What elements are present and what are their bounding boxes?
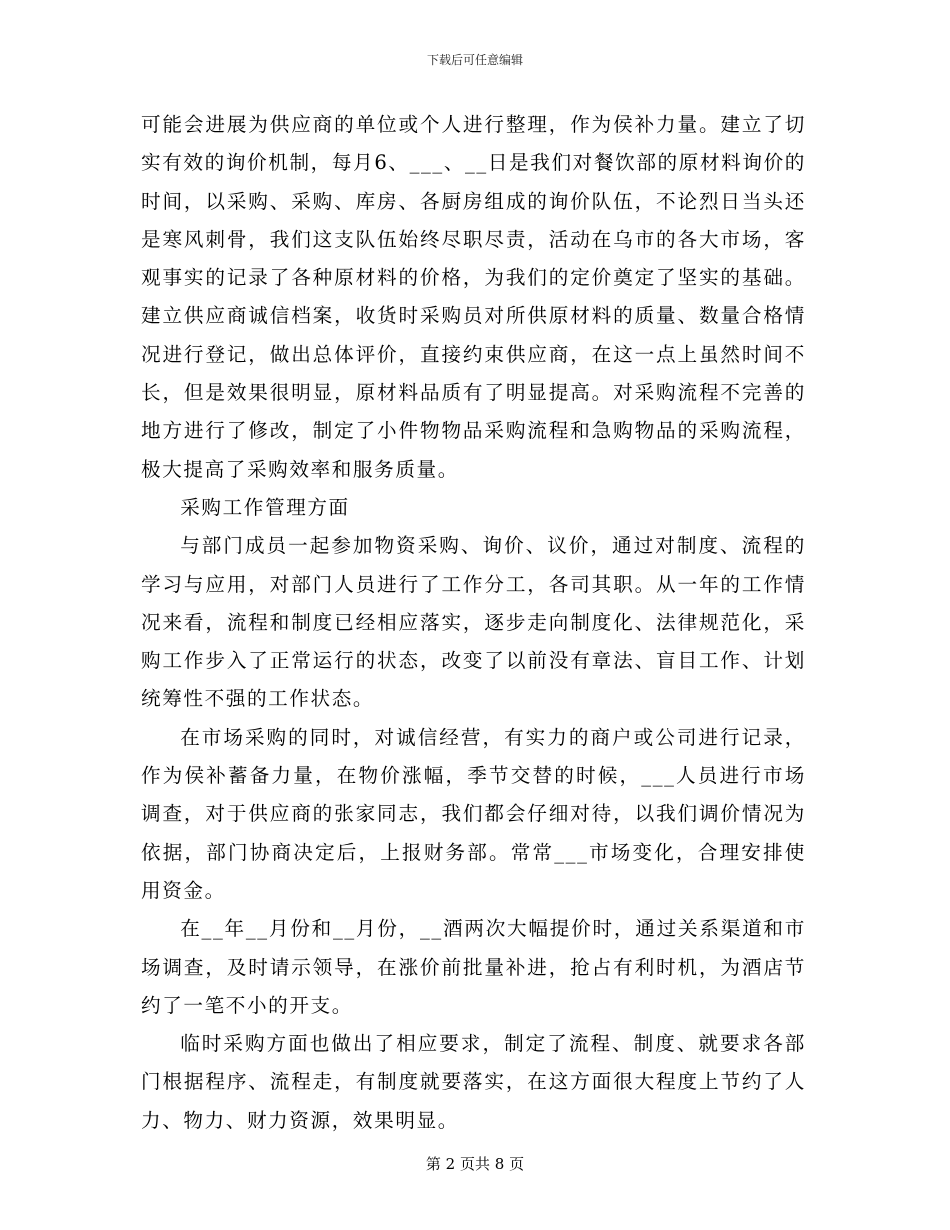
paragraph-4: 在市场采购的同时，对诚信经营，有实力的商户或公司进行记录，作为侯补蓄备力量，在物价涨幅，季节交替的时候，___人员进行市场调查，对于供应商的张家同志，我们都会仔细对待，以我们调价情况为依据，部门协商决定后，上报财务部。常常___市场变化，合理安排使用资金。 <box>141 725 806 902</box>
paragraph-6: 临时采购方面也做出了相应要求，制定了流程、制度、就要求各部门根据程序、流程走，有制度就要落实，在这方面很大程度上节约了人力、物力、财力资源，效果明显。 <box>141 1032 806 1132</box>
section-heading-procurement-management: 采购工作管理方面 <box>180 495 350 519</box>
page-footer: 第 2 页共 8 页 <box>425 1155 525 1173</box>
page-header: 下载后可任意编辑 <box>426 53 523 67</box>
paragraph-3: 与部门成员一起参加物资采购、询价、议价，通过对制度、流程的学习与应用，对部门人员进行了工作分工，各司其职。从一年的工作情况来看，流程和制度已经相应落实，逐步走向制度化、法律规范化，采购工作步入了正常运行的状态，改变了以前没有章法、盲目工作、计划统筹性不强的工作状态。 <box>141 534 806 711</box>
document-body <box>141 106 806 1140</box>
paragraph-5: 在__年__月份和__月份，__酒两次大幅提价时，通过关系渠道和市场调查，及时请示领导，在涨价前批量补进，抢占有利时机，为酒店节约了一笔不小的开支。 <box>141 917 806 1017</box>
paragraph-1: 可能会进展为供应商的单位或个人进行整理，作为侯补力量。建立了切实有效的询价机制，每月6、___、__日是我们对餐饮部的原材料询价的时间，以采购、采购、库房、各厨房组成的询价队伍，不论烈日当头还是寒风刺骨，我们这支队伍始终尽职尽责，活动在乌市的各大市场，客观事实的记录了各种原材料的价格，为我们的定价奠定了坚实的基础。建立供应商诚信档案，收货时采购员对所供原材料的质量、数量合格情况进行登记，做出总体评价，直接约束供应商，在这一点上虽然时间不长，但是效果很明显，原材料品质有了明显提高。对采购流程不完善的地方进行了修改，制定了小件物物品采购流程和急购物品的采购流程，极大提高了采购效率和服务质量。 <box>141 113 806 481</box>
